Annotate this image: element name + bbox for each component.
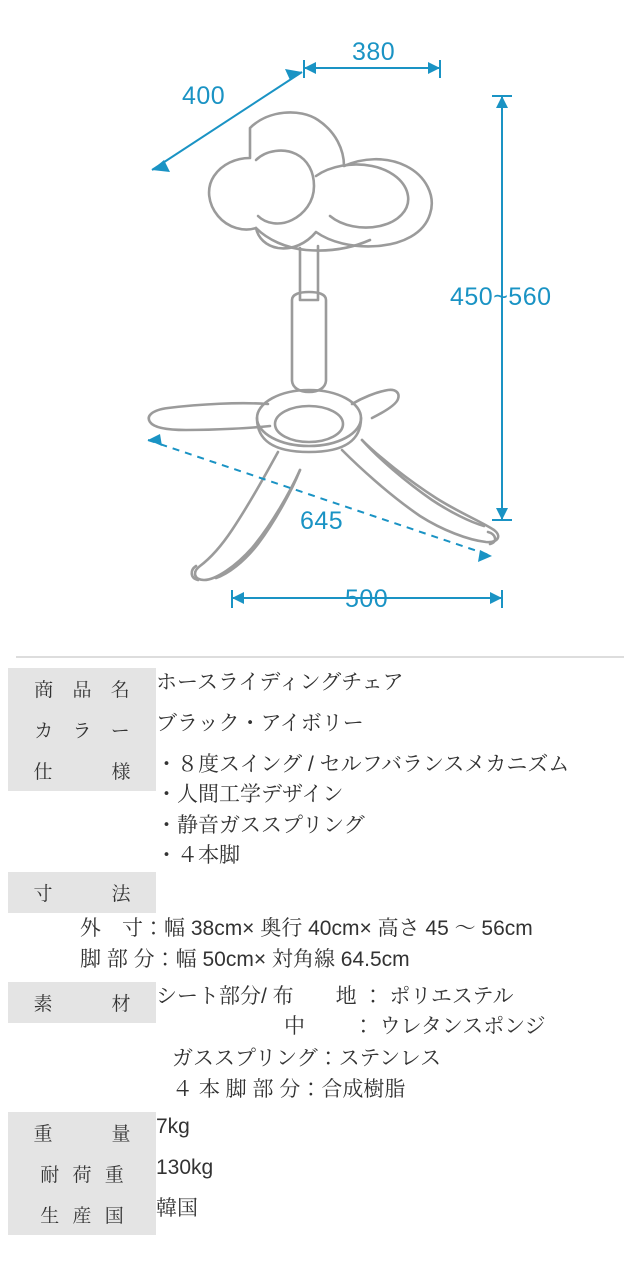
row-header-weight: 重 量 (8, 1112, 156, 1153)
row-header-color: カ ラ ー (8, 709, 156, 750)
row-value-material (156, 982, 632, 1043)
row-header-load-capacity: 耐 荷 重 (8, 1153, 156, 1194)
row-header-material: 素 材 (8, 982, 156, 1023)
section-divider (16, 656, 624, 658)
dimension-label-base-width: 500 (345, 585, 389, 613)
dimension-label-width-top: 380 (352, 38, 396, 66)
value-line: 中 ： ウレタンスポンジ (284, 1015, 546, 1039)
value-line: シート部分/ 布 地 ： ポリエステル (156, 984, 514, 1008)
row-header-features: 仕 様 (8, 750, 156, 791)
value-line: ・４本脚 (156, 844, 240, 868)
row-value-features (156, 750, 632, 872)
row-value-color (156, 709, 632, 750)
table-row (8, 709, 632, 750)
table-row (8, 982, 632, 1043)
dimension-label-depth: 400 (182, 82, 226, 110)
value-line: ４ 本 脚 部 分：合成樹脂 (172, 1078, 406, 1102)
row-header-cell (8, 872, 156, 913)
value-line: 7kg (156, 1114, 190, 1138)
row-header-cell (8, 1112, 156, 1153)
row-header-cell (8, 668, 156, 709)
value-line: ガススプリング：ステンレス (172, 1046, 442, 1070)
value-line: 脚 部 分：幅 50cm× 対角線 64.5cm (80, 948, 410, 972)
table-row (8, 872, 632, 913)
row-value-product-name (156, 668, 632, 709)
row-value-material-extra (8, 1043, 632, 1106)
row-header-dimensions: 寸 法 (8, 872, 156, 913)
table-row (8, 1153, 632, 1194)
table-row (8, 1194, 632, 1235)
row-value-dimensions-spacer (156, 872, 632, 913)
value-line: ・静音ガススプリング (156, 813, 365, 837)
table-row (8, 913, 632, 976)
dimension-label-height-range: 450~560 (450, 283, 552, 311)
row-value-load-capacity (156, 1153, 632, 1194)
row-header-product-name: 商 品 名 (8, 668, 156, 709)
table-row (8, 1043, 632, 1106)
row-header-country-of-origin: 生 産 国 (8, 1194, 156, 1235)
table-row (8, 750, 632, 872)
table-row (8, 668, 632, 709)
specification-section (0, 656, 640, 1235)
row-header-cell (8, 1153, 156, 1194)
row-value-weight (156, 1112, 632, 1153)
row-value-country-of-origin (156, 1194, 632, 1235)
value-line: 130kg (156, 1155, 214, 1179)
row-header-cell (8, 1194, 156, 1235)
row-value-dimensions (8, 913, 632, 976)
value-line: 韓国 (156, 1196, 198, 1220)
value-line: ブラック・アイボリー (156, 712, 364, 735)
dimension-label-diagonal: 645 (300, 507, 344, 535)
value-line: ・人間工学デザイン (156, 783, 344, 807)
row-header-cell (8, 982, 156, 1043)
specification-table (8, 668, 632, 1235)
value-line: ・８度スイング / セルフバランスメカニズム (156, 753, 570, 776)
value-line: ホースライディングチェア (156, 671, 404, 694)
row-header-cell (8, 750, 156, 872)
row-header-cell (8, 709, 156, 750)
table-row (8, 1112, 632, 1153)
value-line: 外 寸：幅 38cm× 奥行 40cm× 高さ 45 〜 56cm (80, 916, 533, 940)
